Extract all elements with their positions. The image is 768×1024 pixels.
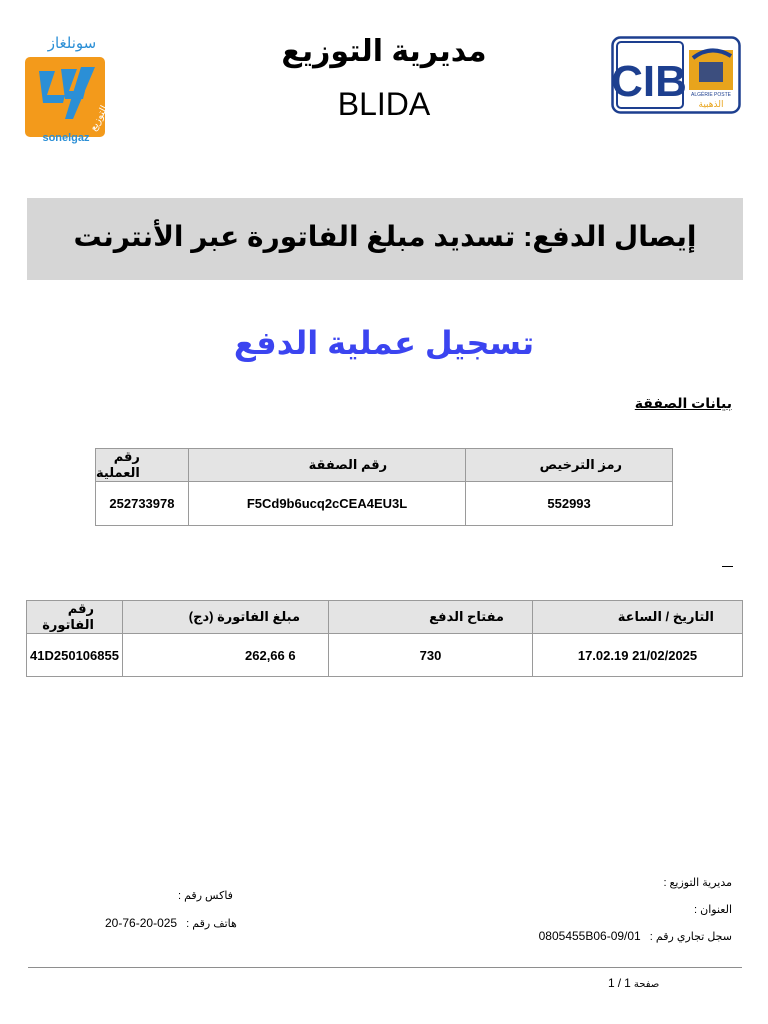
table-row [96,482,673,526]
transaction-table [95,448,673,526]
footer-fax-label: فاكس رقم : [178,890,233,902]
footer-commercial-register [539,929,732,943]
page-label: صفحة [633,979,660,990]
sonelgaz-latin-name: sonelgaz [42,132,90,144]
cib-logo [611,36,741,114]
invoice-table [26,600,743,677]
value-invoice-amount: 6 262,66 [123,634,329,677]
receipt-banner-title: إيصال الدفع: تسديد مبلغ الفاتورة عبر الأنترنت [73,221,697,252]
header-title-arabic: مديرية التوزيع [281,35,487,68]
sonelgaz-emblem [25,57,111,137]
cib-subtitle-latin: ALGÉRIE POSTE [690,92,732,98]
lightning-bolt-icon [25,57,111,137]
value-transaction-number: F5Cd9b6ucq2cCEA4EU3L [188,482,465,526]
footer-commercial-register-value: 09/01-0805455B06 [538,929,641,943]
cib-letters: CIB [611,57,687,106]
footer-address-label: العنوان : [694,904,732,916]
footer-phone-value: 025-20-76-20 [105,916,178,930]
header-transaction-number: رقم الصفقة [188,449,465,482]
footer-directorate-label: مديرية التوزيع : [663,877,732,889]
sonelgaz-arabic-name: سونلغاز [47,35,97,52]
value-date-time: 21/02/2025 17.02.19 [533,634,743,677]
page-current: 1 [624,976,631,990]
header-payment-key: مفتاح الدفع [329,601,533,634]
footer-commercial-register-label: سجل تجاري رقم : [649,931,732,943]
header-title-english: BLIDA [337,86,431,122]
cib-subtitle-arabic: الذهبية [698,100,724,110]
header-date-time: التاريخ / الساعة [533,601,743,634]
page-subtitle: تسجيل عملية الدفع [233,325,535,361]
footer-phone-label: هاتف رقم : [186,918,237,930]
header-invoice-amount: مبلغ الفاتورة (دج) [123,601,329,634]
table-header-row [96,449,673,482]
page-separator: / [617,976,622,990]
value-payment-key: 730 [329,634,533,677]
section-title-transaction: بيانات الصفقة [634,395,732,411]
footer-divider [28,967,742,968]
page-total: 1 [608,976,615,990]
value-operation-number: 252733978 [96,482,189,526]
receipt-banner [27,198,743,280]
header-operation-number: رقم العملية [96,449,189,482]
table-row [27,634,743,677]
footer-phone [105,916,237,930]
value-invoice-number: 41D250106855 [27,634,123,677]
sonelgaz-logo [24,32,111,146]
table-header-row [27,601,743,634]
header-invoice-number: رقم الفاتورة [27,601,123,634]
separator-dash [722,566,733,567]
emblem-text: التوزيع [87,103,111,133]
header-authorization-code: رمز الترخيص [466,449,673,482]
page-number [608,976,659,990]
value-authorization-code: 552993 [466,482,673,526]
